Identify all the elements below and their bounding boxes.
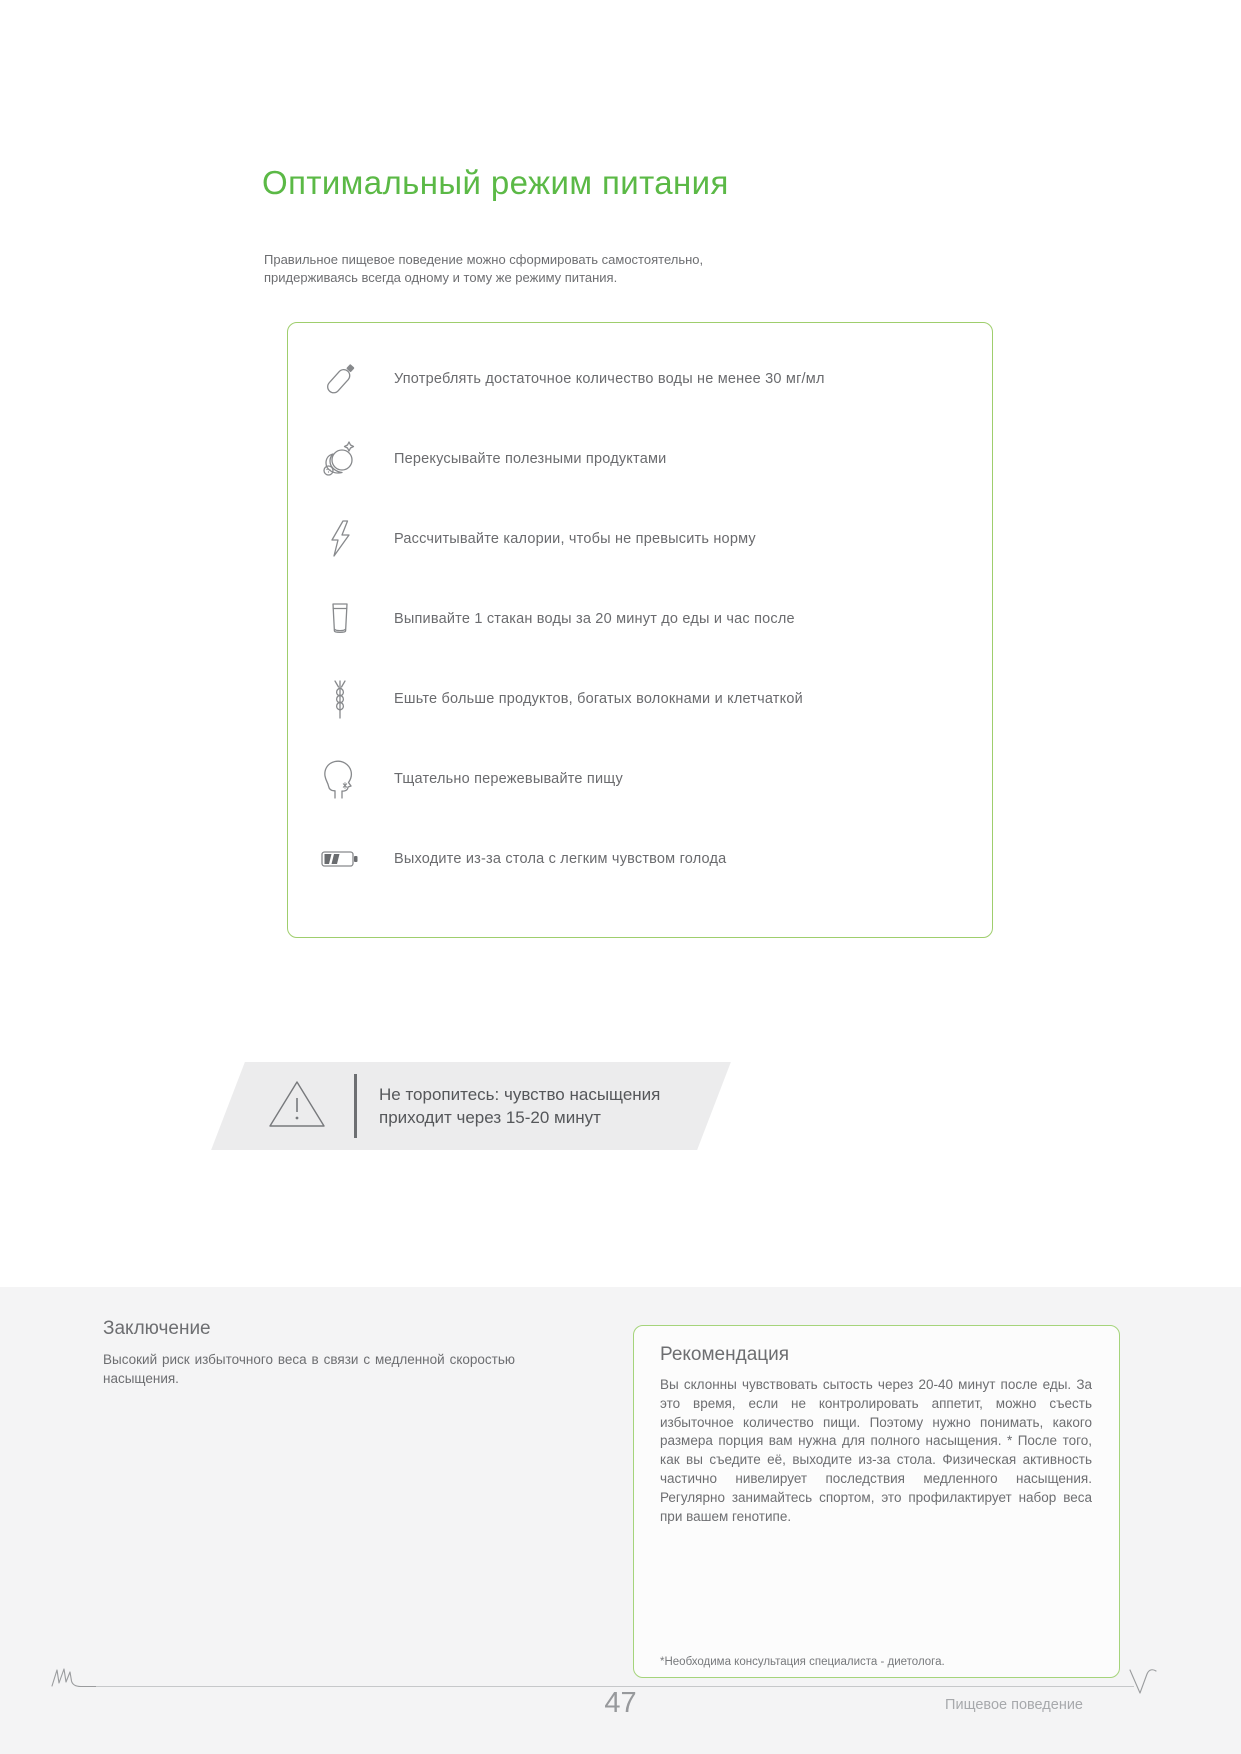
tip-label: Ешьте больше продуктов, богатых волокнами и клетчаткой	[394, 691, 803, 707]
tip-label: Перекусывайте полезными продуктами	[394, 451, 667, 467]
conclusion-title: Заключение	[103, 1318, 211, 1339]
tip-label: Рассчитывайте калории, чтобы не превысить норму	[394, 531, 756, 547]
recommendation-title: Рекомендация	[660, 1344, 790, 1365]
callout-divider	[354, 1074, 357, 1138]
tip-label: Тщательно пережевывайте пищу	[394, 771, 624, 787]
intro-line-2: придерживаясь всегда одному и тому же режиму питания.	[264, 269, 618, 285]
footer-section-label: Пищевое поведение	[945, 1697, 1083, 1713]
list-item	[318, 579, 992, 659]
warning-callout	[211, 1062, 731, 1150]
list-item	[318, 499, 992, 579]
tip-label: Выходите из-за стола с легким чувством голода	[394, 851, 727, 867]
chewing-head-icon	[318, 757, 362, 801]
tip-label: Употреблять достаточное количество воды не менее 30 мг/мл	[394, 371, 825, 387]
list-item	[318, 419, 992, 499]
conclusion-body: Высокий риск избыточного веса в связи с медленной скоростью насыщения.	[103, 1352, 515, 1386]
tip-label: Выпивайте 1 стакан воды за 20 минут до еды и час после	[394, 611, 795, 627]
warning-triangle-icon	[266, 1077, 328, 1136]
recommendation-footnote: *Необходима консультация специалиста - диетолога.	[660, 1656, 945, 1668]
list-item	[318, 339, 992, 419]
callout-text	[379, 1083, 660, 1129]
list-item	[318, 819, 992, 899]
battery-icon	[318, 837, 362, 881]
page-title: Оптимальный режим питания	[262, 164, 729, 201]
page-number: 47	[604, 1687, 637, 1719]
fruits-icon	[318, 437, 362, 481]
wheat-icon	[318, 677, 362, 721]
callout-line-1: Не торопитесь: чувство насыщения	[379, 1085, 661, 1104]
recommendation-body: Вы склонны чувствовать сытость через 20-40 минут после еды. За это время, если не контролировать аппетит, можно съесть избыточное количество пищи. Поэтому нужно понимать, какого размера порция вам нужна для полного насыщения. * После того, как вы съедите её, выходите из-за стола. Физическая активность частично нивелирует последствия медленного насыщения. Регулярно занимайтесь спортом, это профилактирует набор веса при вашем генотипе.	[660, 1377, 1092, 1524]
callout-line-2: приходит через 15-20 минут	[379, 1108, 601, 1127]
water-glass-icon	[318, 597, 362, 641]
water-bottle-icon	[318, 357, 362, 401]
list-item	[318, 739, 992, 819]
list-item	[318, 659, 992, 739]
lightning-icon	[318, 517, 362, 561]
intro-line-1: Правильное пищевое поведение можно сформировать самостоятельно,	[264, 252, 704, 267]
intro-paragraph	[264, 251, 703, 286]
tips-panel	[287, 322, 993, 938]
